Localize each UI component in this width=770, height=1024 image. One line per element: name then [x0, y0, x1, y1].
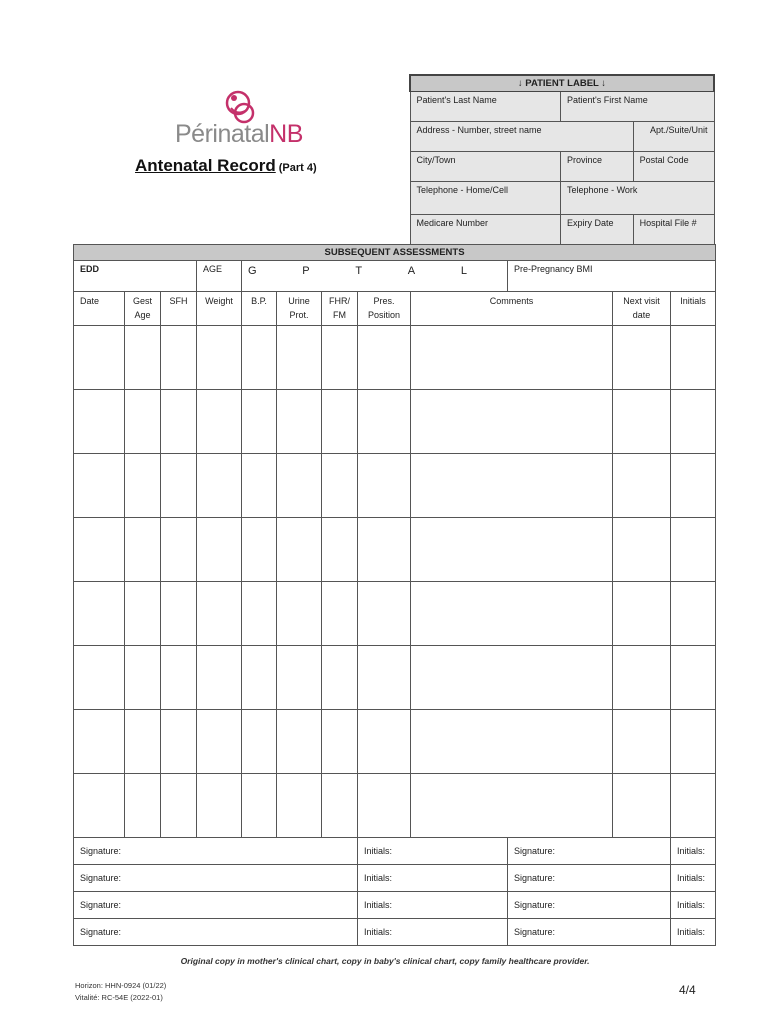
col-date: Date [74, 292, 125, 326]
assessment-cell[interactable] [277, 326, 322, 390]
assessment-cell[interactable] [242, 774, 277, 838]
assessment-cell[interactable] [161, 582, 197, 646]
assessment-cell[interactable] [277, 454, 322, 518]
assessment-cell[interactable] [74, 326, 125, 390]
col-fhr-label: FHR/ [329, 296, 350, 306]
expiry-date-field[interactable]: Expiry Date [561, 215, 634, 245]
signature-field[interactable]: Signature: [508, 892, 671, 919]
city-field[interactable]: City/Town [410, 152, 561, 182]
assessment-cell[interactable] [125, 710, 161, 774]
assessment-cell[interactable] [322, 326, 358, 390]
first-name-field[interactable]: Patient's First Name [561, 92, 714, 122]
assessment-cell[interactable] [161, 710, 197, 774]
assessment-cell[interactable] [613, 454, 671, 518]
initials-field[interactable]: Initials: [358, 838, 508, 865]
assessment-cell[interactable] [74, 774, 125, 838]
assessment-cell[interactable] [671, 390, 716, 454]
assessment-cell[interactable] [671, 454, 716, 518]
assessment-cell[interactable] [613, 710, 671, 774]
col-date-label: date [632, 310, 651, 320]
assessment-cell[interactable] [322, 710, 358, 774]
medicare-number-field[interactable]: Medicare Number [410, 215, 561, 245]
gptal-p: P [302, 265, 310, 277]
gptal-l: L [460, 265, 467, 277]
assessment-cell[interactable] [358, 774, 411, 838]
assessment-cell[interactable] [242, 710, 277, 774]
assessment-cell[interactable] [197, 326, 242, 390]
title-sub: (Part 4) [278, 162, 317, 174]
assessment-cell[interactable] [358, 454, 411, 518]
assessment-cell[interactable] [411, 710, 613, 774]
assessment-cell[interactable] [277, 582, 322, 646]
initials-field[interactable]: Initials: [358, 892, 508, 919]
assessment-cell[interactable] [197, 582, 242, 646]
signature-row [74, 892, 716, 919]
patient-label-header: ↓ PATIENT LABEL ↓ [410, 75, 714, 92]
assessment-cell[interactable] [671, 518, 716, 582]
signature-field[interactable]: Signature: [74, 838, 358, 865]
apt-field[interactable]: Apt./Suite/Unit [633, 122, 714, 152]
col-bp: B.P. [242, 292, 277, 326]
initials-field[interactable]: Initials: [358, 919, 508, 946]
signature-field[interactable]: Signature: [508, 865, 671, 892]
form-codes [75, 980, 166, 1004]
assessment-cell[interactable] [74, 518, 125, 582]
assessment-cell[interactable] [277, 518, 322, 582]
assessment-cell[interactable] [613, 518, 671, 582]
assessment-cell[interactable] [671, 774, 716, 838]
signature-field[interactable]: Signature: [74, 892, 358, 919]
age-field[interactable]: AGE [197, 261, 242, 292]
col-weight: Weight [197, 292, 242, 326]
assessment-cell[interactable] [613, 582, 671, 646]
assessment-cell[interactable] [197, 646, 242, 710]
assessment-cell[interactable] [125, 326, 161, 390]
assessment-cell[interactable] [613, 646, 671, 710]
assessment-cell[interactable] [197, 518, 242, 582]
title-main: Antenatal Record [135, 156, 276, 175]
assessment-cell[interactable] [74, 582, 125, 646]
signature-row [74, 919, 716, 946]
hospital-file-field[interactable]: Hospital File # [633, 215, 714, 245]
assessments-table [73, 244, 716, 946]
assessment-cell[interactable] [358, 646, 411, 710]
assessment-cell[interactable] [74, 646, 125, 710]
assessment-cell[interactable] [322, 454, 358, 518]
initials-field[interactable]: Initials: [358, 865, 508, 892]
initials-field[interactable]: Initials: [671, 838, 716, 865]
assessment-cell[interactable] [197, 390, 242, 454]
signature-row [74, 838, 716, 865]
col-sfh: SFH [161, 292, 197, 326]
assessment-cell[interactable] [671, 326, 716, 390]
patient-label-table [409, 74, 715, 245]
assessment-cell[interactable] [613, 326, 671, 390]
assessment-row [74, 390, 716, 454]
vitalite-code: Vitalité: RC-54E (2022-01) [75, 993, 163, 1002]
col-next-visit-label: Next visit [623, 296, 660, 306]
brand-name-part1: Périnatal [175, 120, 270, 148]
assessment-cell[interactable] [125, 518, 161, 582]
assessment-row [74, 454, 716, 518]
signature-field[interactable]: Signature: [74, 865, 358, 892]
assessment-cell[interactable] [671, 646, 716, 710]
page-title [135, 156, 317, 176]
col-pres-label: Pres. [373, 296, 395, 306]
assessment-cell[interactable] [277, 710, 322, 774]
postal-code-field[interactable]: Postal Code [633, 152, 714, 182]
col-urine-label: Urine [288, 296, 310, 306]
assessment-cell[interactable] [411, 518, 613, 582]
assessment-cell[interactable] [411, 326, 613, 390]
assessment-cell[interactable] [125, 774, 161, 838]
assessment-cell[interactable] [671, 710, 716, 774]
col-pres-position [358, 292, 411, 326]
brand-logo [175, 120, 303, 149]
col-age-label: Age [134, 310, 151, 320]
assessment-cell[interactable] [411, 774, 613, 838]
assessment-cell[interactable] [242, 454, 277, 518]
assessment-cell[interactable] [197, 454, 242, 518]
col-gest-label: Gest [132, 296, 152, 306]
assessment-row [74, 710, 716, 774]
assessment-cell[interactable] [358, 326, 411, 390]
assessment-cell[interactable] [358, 518, 411, 582]
assessment-cell[interactable] [161, 326, 197, 390]
assessment-cell[interactable] [125, 454, 161, 518]
assessment-cell[interactable] [322, 390, 358, 454]
col-position-label: Position [367, 310, 401, 320]
assessment-cell[interactable] [125, 582, 161, 646]
initials-field[interactable]: Initials: [671, 892, 716, 919]
assessment-cell[interactable] [322, 582, 358, 646]
assessment-cell[interactable] [411, 582, 613, 646]
assessment-cell[interactable] [411, 454, 613, 518]
assessment-cell[interactable] [242, 326, 277, 390]
assessment-cell[interactable] [277, 390, 322, 454]
assessment-cell[interactable] [358, 390, 411, 454]
col-urine-prot [277, 292, 322, 326]
assessment-cell[interactable] [613, 390, 671, 454]
assessment-row [74, 774, 716, 838]
assessment-cell[interactable] [125, 390, 161, 454]
gptal-field[interactable] [242, 261, 508, 292]
telephone-home-field[interactable]: Telephone - Home/Cell [410, 182, 561, 215]
assessment-cell[interactable] [242, 582, 277, 646]
page-number: 4/4 [679, 983, 696, 997]
assessment-cell[interactable] [242, 390, 277, 454]
assessment-cell[interactable] [197, 710, 242, 774]
assessments-header: SUBSEQUENT ASSESSMENTS [74, 245, 716, 261]
assessment-cell[interactable] [74, 710, 125, 774]
assessment-row [74, 646, 716, 710]
last-name-field[interactable]: Patient's Last Name [410, 92, 561, 122]
gptal-t: T [355, 265, 363, 277]
assessment-cell[interactable] [671, 582, 716, 646]
signature-field[interactable]: Signature: [508, 838, 671, 865]
assessment-cell[interactable] [161, 774, 197, 838]
brand-name-part2: NB [269, 120, 303, 148]
col-initials: Initials [671, 292, 716, 326]
assessment-cell[interactable] [125, 646, 161, 710]
telephone-work-field[interactable]: Telephone - Work [561, 182, 714, 215]
assessment-cell[interactable] [322, 646, 358, 710]
gptal-a: A [407, 265, 416, 277]
col-fhr-fm [322, 292, 358, 326]
assessment-cell[interactable] [161, 390, 197, 454]
col-gest-age [125, 292, 161, 326]
assessment-cell[interactable] [613, 774, 671, 838]
edd-field[interactable]: EDD [74, 261, 197, 292]
gptal-g: G [248, 265, 257, 277]
address-field[interactable]: Address - Number, street name [410, 122, 633, 152]
province-field[interactable]: Province [561, 152, 634, 182]
signature-field[interactable]: Signature: [74, 919, 358, 946]
col-comments: Comments [411, 292, 613, 326]
assessment-cell[interactable] [242, 646, 277, 710]
signature-field[interactable]: Signature: [508, 919, 671, 946]
col-fm-label: FM [333, 310, 346, 320]
col-prot-label: Prot. [289, 310, 309, 320]
signature-row [74, 865, 716, 892]
assessment-cell[interactable] [74, 454, 125, 518]
assessment-row [74, 582, 716, 646]
assessment-cell[interactable] [161, 518, 197, 582]
assessment-cell[interactable] [242, 518, 277, 582]
assessment-row [74, 326, 716, 390]
assessment-cell[interactable] [358, 710, 411, 774]
assessment-cell[interactable] [277, 774, 322, 838]
assessment-cell[interactable] [74, 390, 125, 454]
horizon-code: Horizon: HHN-0924 (01/22) [75, 981, 167, 990]
assessment-cell[interactable] [197, 774, 242, 838]
assessment-cell[interactable] [358, 582, 411, 646]
assessment-cell[interactable] [322, 774, 358, 838]
initials-field[interactable]: Initials: [671, 919, 716, 946]
assessment-cell[interactable] [411, 646, 613, 710]
assessment-cell[interactable] [322, 518, 358, 582]
assessment-row [74, 518, 716, 582]
assessment-cell[interactable] [161, 454, 197, 518]
pre-pregnancy-bmi-field[interactable]: Pre-Pregnancy BMI [508, 261, 716, 292]
assessment-cell[interactable] [277, 646, 322, 710]
assessment-cell[interactable] [411, 390, 613, 454]
assessment-cell[interactable] [161, 646, 197, 710]
footer-note: Original copy in mother's clinical chart, copy in baby's clinical chart, copy family healthcare provider. [180, 956, 590, 966]
col-next-visit [613, 292, 671, 326]
initials-field[interactable]: Initials: [671, 865, 716, 892]
